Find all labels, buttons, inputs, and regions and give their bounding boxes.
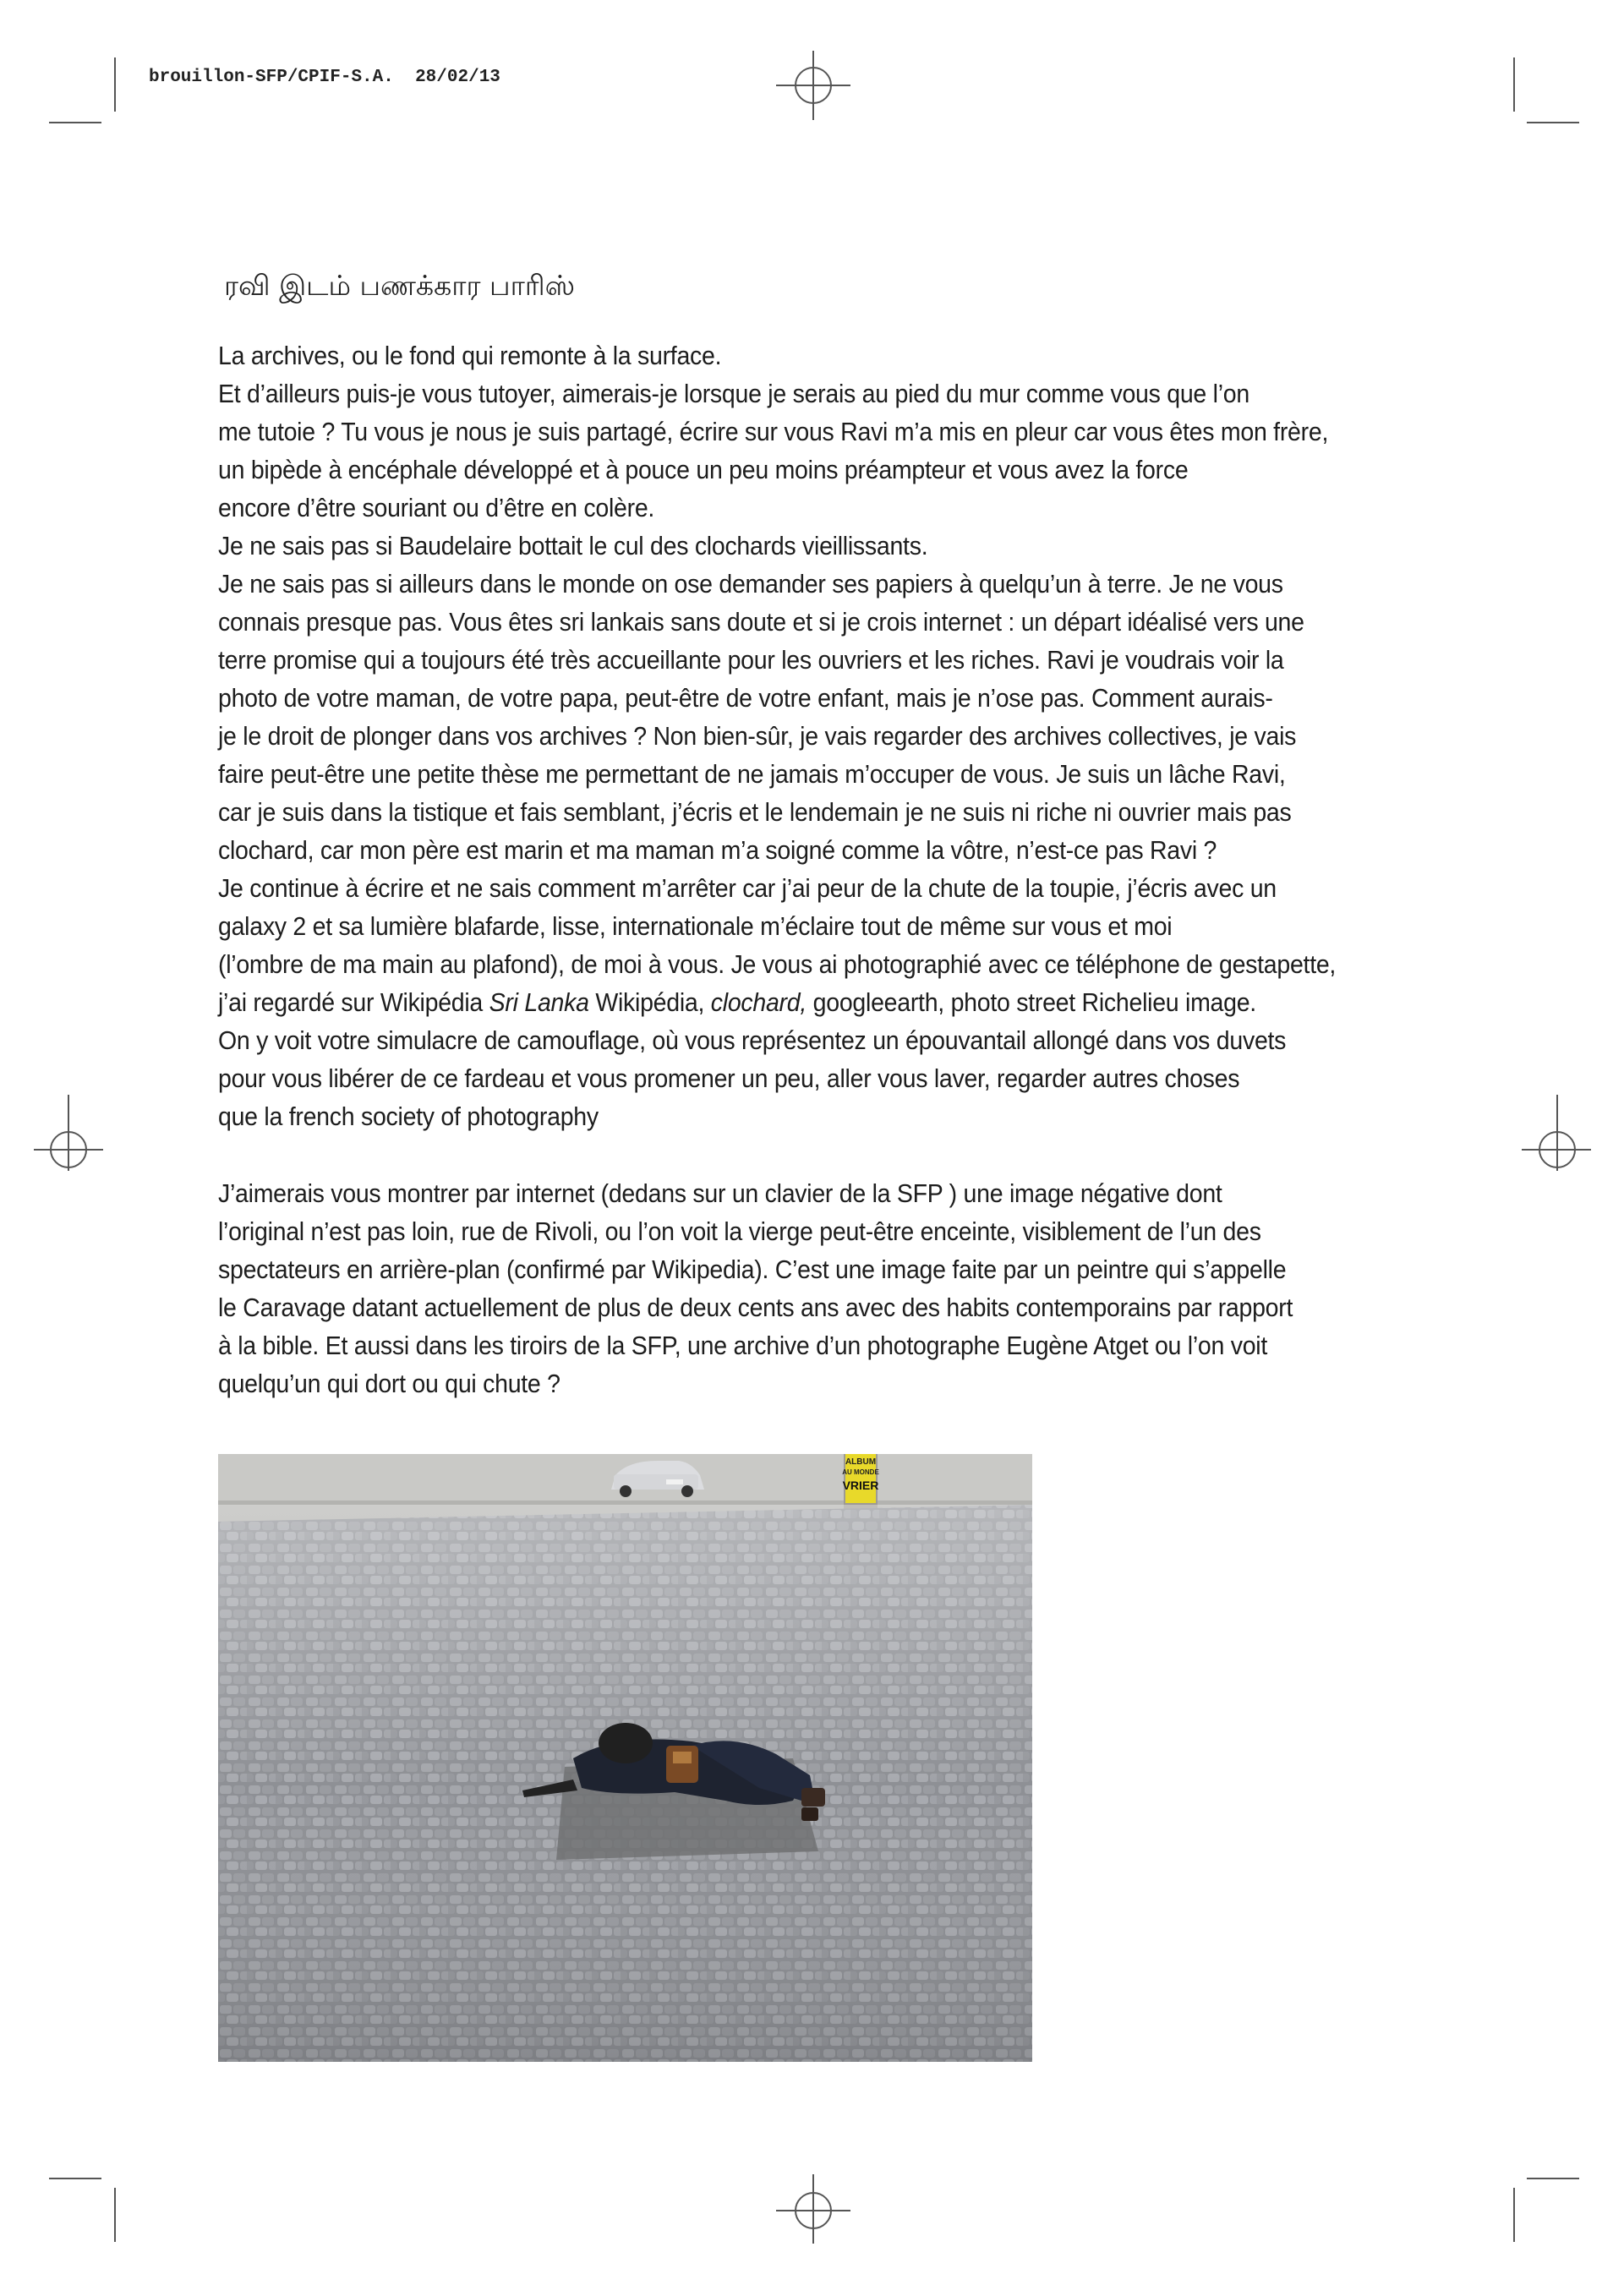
poster-text-1: ALBUM: [845, 1457, 877, 1467]
text-line: [218, 983, 1346, 1021]
registration-mark: [795, 67, 832, 104]
crop-mark: [1513, 2188, 1515, 2242]
paragraph-1: [218, 336, 1444, 1135]
crop-mark: [1513, 57, 1515, 112]
italic-term-sri-lanka: Sri Lanka: [489, 987, 589, 1017]
street-photograph: [218, 1454, 1032, 2062]
text-line: On y voit votre simulacre de camouflage, où vous représentez un épouvantail allongé dans vos duvets: [218, 1025, 1287, 1055]
photo-illustration: [218, 1454, 1032, 2062]
text-segment: j’ai regardé sur Wikipédia: [218, 987, 489, 1017]
text-line: connais presque pas. Vous êtes sri lankais sans doute et si je crois internet : un départ idéalisé vers une: [218, 607, 1304, 637]
paragraph-2: [218, 1174, 1444, 1402]
text-line: photo de votre maman, de votre papa, peut-être de votre enfant, mais je n’ose pas. Comment aurais-: [218, 683, 1273, 713]
text-line: Je ne sais pas si ailleurs dans le monde on ose demander ses papiers à quelqu’un à terre. Je ne vous: [218, 569, 1283, 599]
registration-mark: [795, 2192, 832, 2229]
text-line: quelqu’un qui dort ou qui chute ?: [218, 1369, 560, 1398]
crop-mark: [1527, 2178, 1579, 2179]
text-line: (l’ombre de ma main au plafond), de moi à vous. Je vous ai photographié avec ce téléphone de gestapette,: [218, 949, 1337, 979]
text-segment: googleearth, photo street Richelieu image.: [807, 987, 1256, 1017]
text-line: galaxy 2 et sa lumière blafarde, lisse, internationale m’éclaire tout de même sur vous et moi: [218, 911, 1173, 941]
text-line: que la french society of photography: [218, 1102, 599, 1131]
text-line: je le droit de plonger dans vos archives ? Non bien-sûr, je vais regarder des archives collectives, je vais: [218, 721, 1297, 751]
text-line: clochard, car mon père est marin et ma maman m’a soigné comme la vôtre, n’est-ce pas Ravi ?: [218, 835, 1217, 865]
text-line: J’aimerais vous montrer par internet (dedans sur un clavier de la SFP ) une image négative dont: [218, 1178, 1222, 1208]
crop-mark: [114, 2188, 116, 2242]
registration-mark: [1539, 1131, 1576, 1168]
text-line: faire peut-être une petite thèse me permettant de ne jamais m’occuper de vous. Je suis un lâche Ravi,: [218, 759, 1286, 789]
italic-term-clochard: clochard,: [710, 987, 807, 1017]
text-line: me tutoie ? Tu vous je nous je suis partagé, écrire sur vous Ravi m’a mis en pleur car vous êtes mon frère,: [218, 417, 1329, 446]
poster-text-3: VRIER: [842, 1479, 879, 1492]
text-line: un bipède à encéphale développé et à pouce un peu moins préampteur et vous avez la force: [218, 455, 1189, 484]
text-line: spectateurs en arrière-plan (confirmé par Wikipedia). C’est une image faite par un peintre qui s’appelle: [218, 1255, 1287, 1284]
crop-mark: [1527, 122, 1579, 123]
text-line: encore d’être souriant ou d’être en colère.: [218, 493, 655, 522]
poster-text-2: AU MONDE: [842, 1468, 879, 1476]
text-line: terre promise qui a toujours été très accueillante pour les ouvriers et les riches. Ravi je voudrais voir la: [218, 645, 1284, 675]
slug-label: brouillon-SFP/CPIF-S.A.: [149, 68, 394, 87]
text-line: pour vous libérer de ce fardeau et vous promener un peu, aller vous laver, regarder autres choses: [218, 1063, 1240, 1093]
text-line: La archives, ou le fond qui remonte à la surface.: [218, 341, 722, 370]
text-line: car je suis dans la tistique et fais semblant, j’écris et le lendemain je ne suis ni riche ni ouvrier mais pas: [218, 797, 1292, 827]
text-line: Je continue à écrire et ne sais comment m’arrêter car j’ai peur de la chute de la toupie, j’écris avec un: [218, 873, 1277, 903]
crop-mark: [49, 122, 101, 123]
text-line: Et d’ailleurs puis-je vous tutoyer, aimerais-je lorsque je serais au pied du mur comme vous que l’on: [218, 379, 1249, 408]
text-line: le Caravage datant actuellement de plus de deux cents ans avec des habits contemporains par rapport: [218, 1293, 1293, 1322]
crop-mark: [49, 2178, 101, 2179]
text-line: à la bible. Et aussi dans les tiroirs de la SFP, une archive d’un photographe Eugène Atget ou l’on voit: [218, 1331, 1268, 1360]
text-line: l’original n’est pas loin, rue de Rivoli, ou l’on voit la vierge peut-être enceinte, visiblement de l’un des: [218, 1216, 1261, 1246]
slug-date: 28/02/13: [415, 68, 500, 87]
slug-line: [149, 68, 500, 87]
document-title: ரவி இடம் பணக்கார பாரிஸ்: [224, 269, 576, 302]
registration-mark: [50, 1131, 87, 1168]
text-line: Je ne sais pas si Baudelaire bottait le cul des clochards vieillissants.: [218, 531, 928, 560]
crop-mark: [114, 57, 116, 112]
text-segment: Wikipédia,: [588, 987, 711, 1017]
